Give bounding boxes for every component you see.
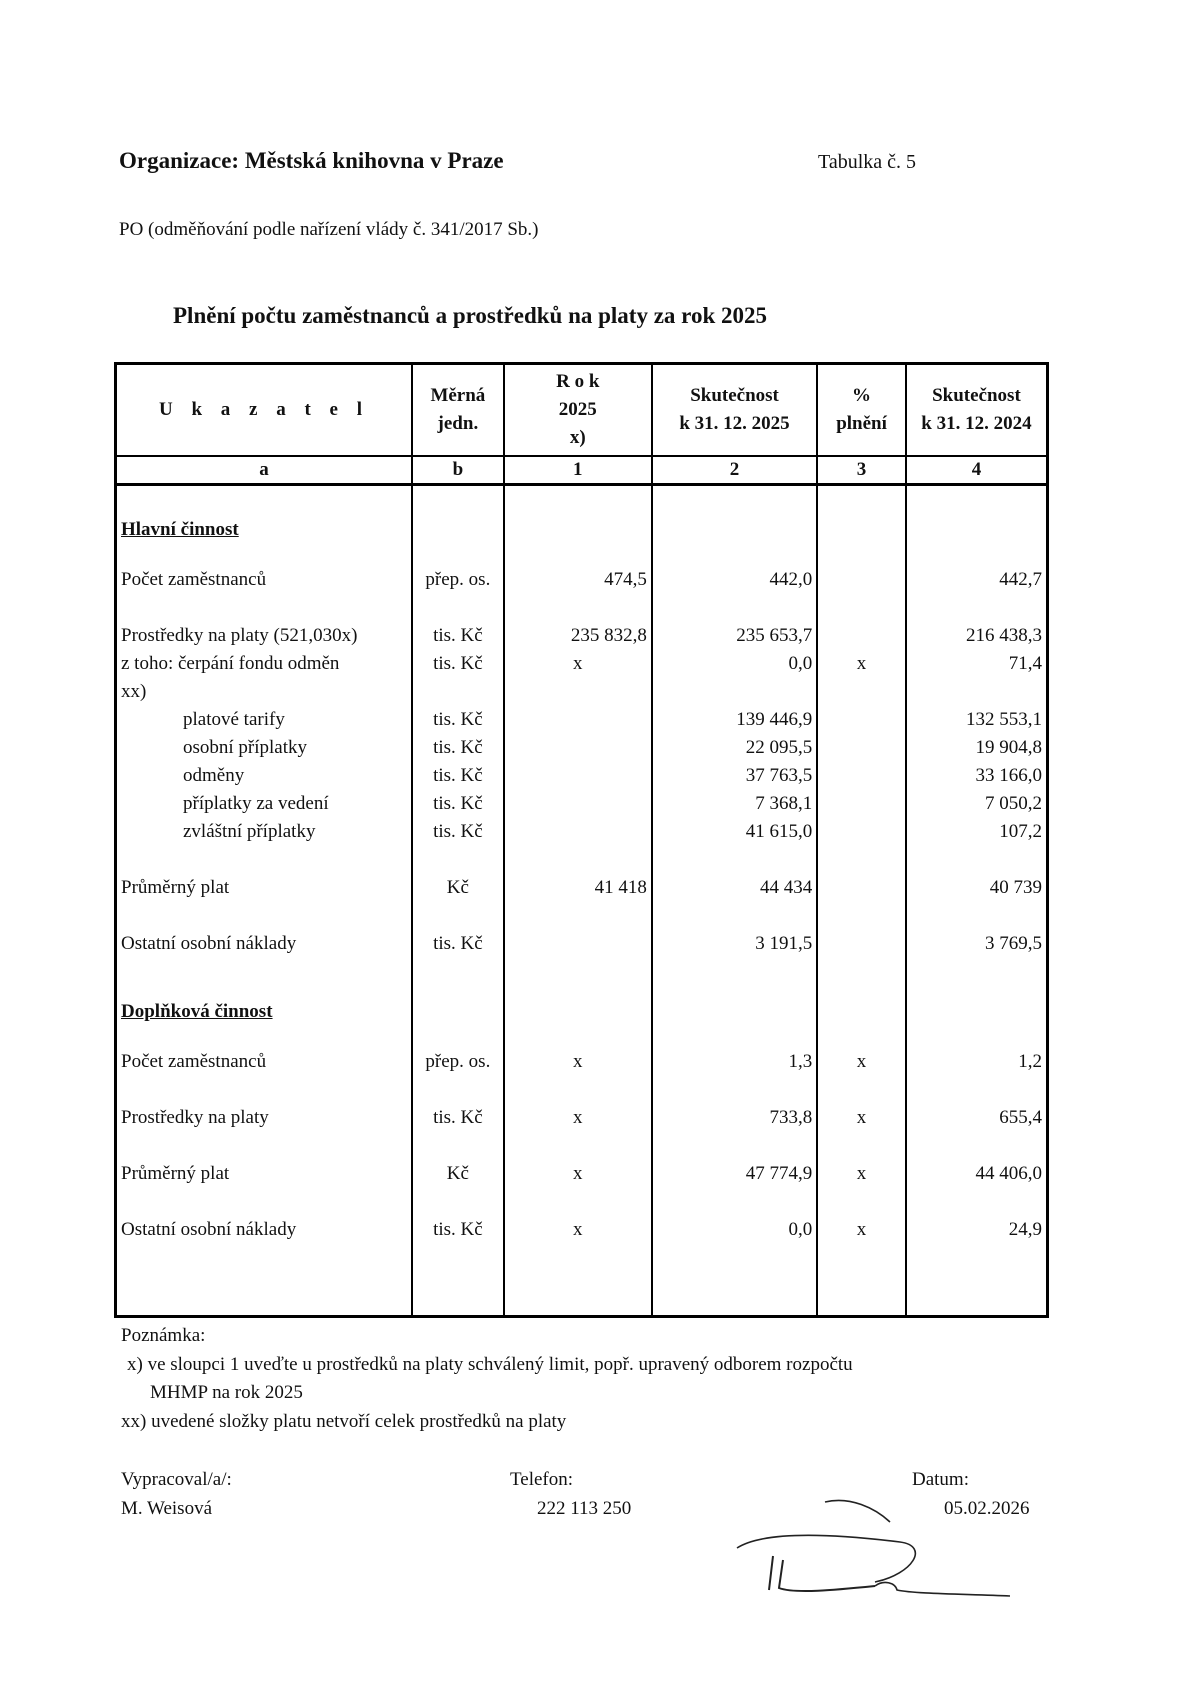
- row-skut25: 1,3: [652, 1051, 817, 1079]
- row-rok: [504, 793, 652, 821]
- row-pct: x: [817, 1051, 906, 1079]
- row-pct: [817, 625, 906, 653]
- column-letter: 2: [652, 456, 817, 485]
- row-pct: x: [817, 1163, 906, 1191]
- organization-heading: Organizace: Městská knihovna v Praze: [119, 148, 504, 173]
- row-skut25: 47 774,9: [652, 1163, 817, 1191]
- row-pct: [817, 933, 906, 961]
- row-label: z toho: čerpání fondu odměn: [116, 653, 413, 681]
- header-skutecnost-2024: Skutečnost k 31. 12. 2024: [906, 364, 1048, 456]
- note-1-line-2: MHMP na rok 2025: [150, 1382, 303, 1403]
- section-row: [116, 484, 1048, 541]
- section-side: Doplňková činnost: [121, 1001, 273, 1022]
- row-unit: tis. Kč: [412, 709, 504, 737]
- row-unit: tis. Kč: [412, 653, 504, 681]
- staff-salary-table: [114, 362, 1049, 1318]
- row-skut24: 33 166,0: [906, 765, 1048, 793]
- row-label: zvláštní příplatky: [116, 821, 413, 849]
- table-row: [116, 1107, 1048, 1135]
- header-skutecnost-2025: Skutečnost k 31. 12. 2025: [652, 364, 817, 456]
- row-skut24: 19 904,8: [906, 737, 1048, 765]
- row-rok: x: [504, 1051, 652, 1079]
- row-label: Průměrný plat: [116, 1163, 413, 1191]
- row-unit: tis. Kč: [412, 1219, 504, 1247]
- prepared-label: Vypracoval/a/:: [121, 1469, 232, 1490]
- row-unit: Kč: [412, 1163, 504, 1191]
- column-letter: a: [116, 456, 413, 485]
- note-1-line-1: x) ve sloupci 1 uveďte u prostředků na platy schválený limit, popř. upravený odborem rozpočtu: [127, 1354, 853, 1375]
- row-pct: [817, 793, 906, 821]
- row-rok: [504, 821, 652, 849]
- table-row: [116, 1051, 1048, 1079]
- row-label: osobní příplatky: [116, 737, 413, 765]
- row-unit: tis. Kč: [412, 821, 504, 849]
- column-letter: 3: [817, 456, 906, 485]
- row-skut25: 41 615,0: [652, 821, 817, 849]
- row-pct: [817, 709, 906, 737]
- column-letter: b: [412, 456, 504, 485]
- row-skut25: 22 095,5: [652, 737, 817, 765]
- header-ukazatel: U k a z a t e l: [116, 364, 413, 456]
- row-unit: tis. Kč: [412, 765, 504, 793]
- row-skut24: 40 739: [906, 877, 1048, 905]
- row-label: platové tarify: [116, 709, 413, 737]
- row-skut24: 3 769,5: [906, 933, 1048, 961]
- table-row: [116, 793, 1048, 821]
- row-skut24: 655,4: [906, 1107, 1048, 1135]
- row-label: příplatky za vedení: [116, 793, 413, 821]
- row-skut24: 216 438,3: [906, 625, 1048, 653]
- row-label: Počet zaměstnanců: [116, 569, 413, 597]
- row-label: Ostatní osobní náklady: [116, 933, 413, 961]
- table-row: [116, 681, 1048, 709]
- row-unit: tis. Kč: [412, 933, 504, 961]
- row-rok: [504, 737, 652, 765]
- row-unit: Kč: [412, 877, 504, 905]
- row-rok: [504, 709, 652, 737]
- po-note: PO (odměňování podle nařízení vlády č. 341/2017 Sb.): [119, 219, 539, 240]
- note-2: xx) uvedené složky platu netvoří celek prostředků na platy: [121, 1411, 567, 1432]
- table-row: [116, 625, 1048, 653]
- row-skut25: 7 368,1: [652, 793, 817, 821]
- table-row: [116, 765, 1048, 793]
- table-number: Tabulka č. 5: [818, 151, 917, 173]
- row-skut24: 1,2: [906, 1051, 1048, 1079]
- row-pct: x: [817, 1219, 906, 1247]
- row-pct: x: [817, 1107, 906, 1135]
- table-row: [116, 653, 1048, 681]
- table-row: [116, 737, 1048, 765]
- table-header-row: [116, 364, 1048, 456]
- row-unit: přep. os.: [412, 1051, 504, 1079]
- row-skut25: 0,0: [652, 1219, 817, 1247]
- row-label: Ostatní osobní náklady: [116, 1219, 413, 1247]
- row-skut25: 3 191,5: [652, 933, 817, 961]
- row-rok: 474,5: [504, 569, 652, 597]
- row-rok: 41 418: [504, 877, 652, 905]
- row-skut25: 235 653,7: [652, 625, 817, 653]
- row-skut24: 442,7: [906, 569, 1048, 597]
- table-row: [116, 1163, 1048, 1191]
- row-label: Prostředky na platy (521,030x): [116, 625, 413, 653]
- row-skut24: 44 406,0: [906, 1163, 1048, 1191]
- row-unit: tis. Kč: [412, 793, 504, 821]
- column-letter: 1: [504, 456, 652, 485]
- column-letter: 4: [906, 456, 1048, 485]
- row-pct: [817, 765, 906, 793]
- row-skut24: 7 050,2: [906, 793, 1048, 821]
- prepared-name: M. Weisová: [121, 1498, 213, 1519]
- row-unit: tis. Kč: [412, 625, 504, 653]
- row-label: Průměrný plat: [116, 877, 413, 905]
- table-row: [116, 569, 1048, 597]
- row-pct: [817, 737, 906, 765]
- row-rok: x: [504, 1107, 652, 1135]
- table-row: [116, 933, 1048, 961]
- row-unit: přep. os.: [412, 569, 504, 597]
- phone-label: Telefon:: [510, 1469, 574, 1490]
- row-rok: [504, 933, 652, 961]
- row-label: odměny: [116, 765, 413, 793]
- header-unit: Měrná jedn.: [412, 364, 504, 456]
- table-row: [116, 821, 1048, 849]
- row-label: Počet zaměstnanců: [116, 1051, 413, 1079]
- row-pct: [817, 877, 906, 905]
- date-value: 05.02.2026: [944, 1498, 1030, 1519]
- section-main: Hlavní činnost: [121, 519, 239, 540]
- row-pct: [817, 821, 906, 849]
- row-rok: x: [504, 1163, 652, 1191]
- row-rok: [504, 765, 652, 793]
- row-rok: x: [504, 1219, 652, 1247]
- row-skut25: 0,0: [652, 653, 817, 681]
- document-title: Plnění počtu zaměstnanců a prostředků na platy za rok 2025: [173, 303, 768, 328]
- row-skut25: 139 446,9: [652, 709, 817, 737]
- row-skut25: 37 763,5: [652, 765, 817, 793]
- signature-image: [725, 1490, 1025, 1605]
- row-pct: x: [817, 653, 906, 681]
- row-label: xx): [116, 681, 413, 709]
- header-percent: % plnění: [817, 364, 906, 456]
- column-letter-row: [116, 456, 1048, 485]
- row-rok: x: [504, 653, 652, 681]
- row-skut24: 71,4: [906, 653, 1048, 681]
- row-rok: 235 832,8: [504, 625, 652, 653]
- table-row: [116, 709, 1048, 737]
- row-pct: [817, 569, 906, 597]
- row-skut25: 442,0: [652, 569, 817, 597]
- header-rok: R o k 2025 x): [504, 364, 652, 456]
- notes-heading: Poznámka:: [121, 1325, 206, 1346]
- date-label: Datum:: [912, 1469, 969, 1490]
- row-skut24: 24,9: [906, 1219, 1048, 1247]
- row-label: Prostředky na platy: [116, 1107, 413, 1135]
- row-unit: tis. Kč: [412, 1107, 504, 1135]
- row-unit: tis. Kč: [412, 737, 504, 765]
- phone-number: 222 113 250: [537, 1498, 632, 1519]
- table-row: [116, 877, 1048, 905]
- row-skut25: 733,8: [652, 1107, 817, 1135]
- row-skut25: 44 434: [652, 877, 817, 905]
- table-row: [116, 1219, 1048, 1247]
- row-skut24: 132 553,1: [906, 709, 1048, 737]
- section-row: [116, 961, 1048, 1023]
- row-skut24: 107,2: [906, 821, 1048, 849]
